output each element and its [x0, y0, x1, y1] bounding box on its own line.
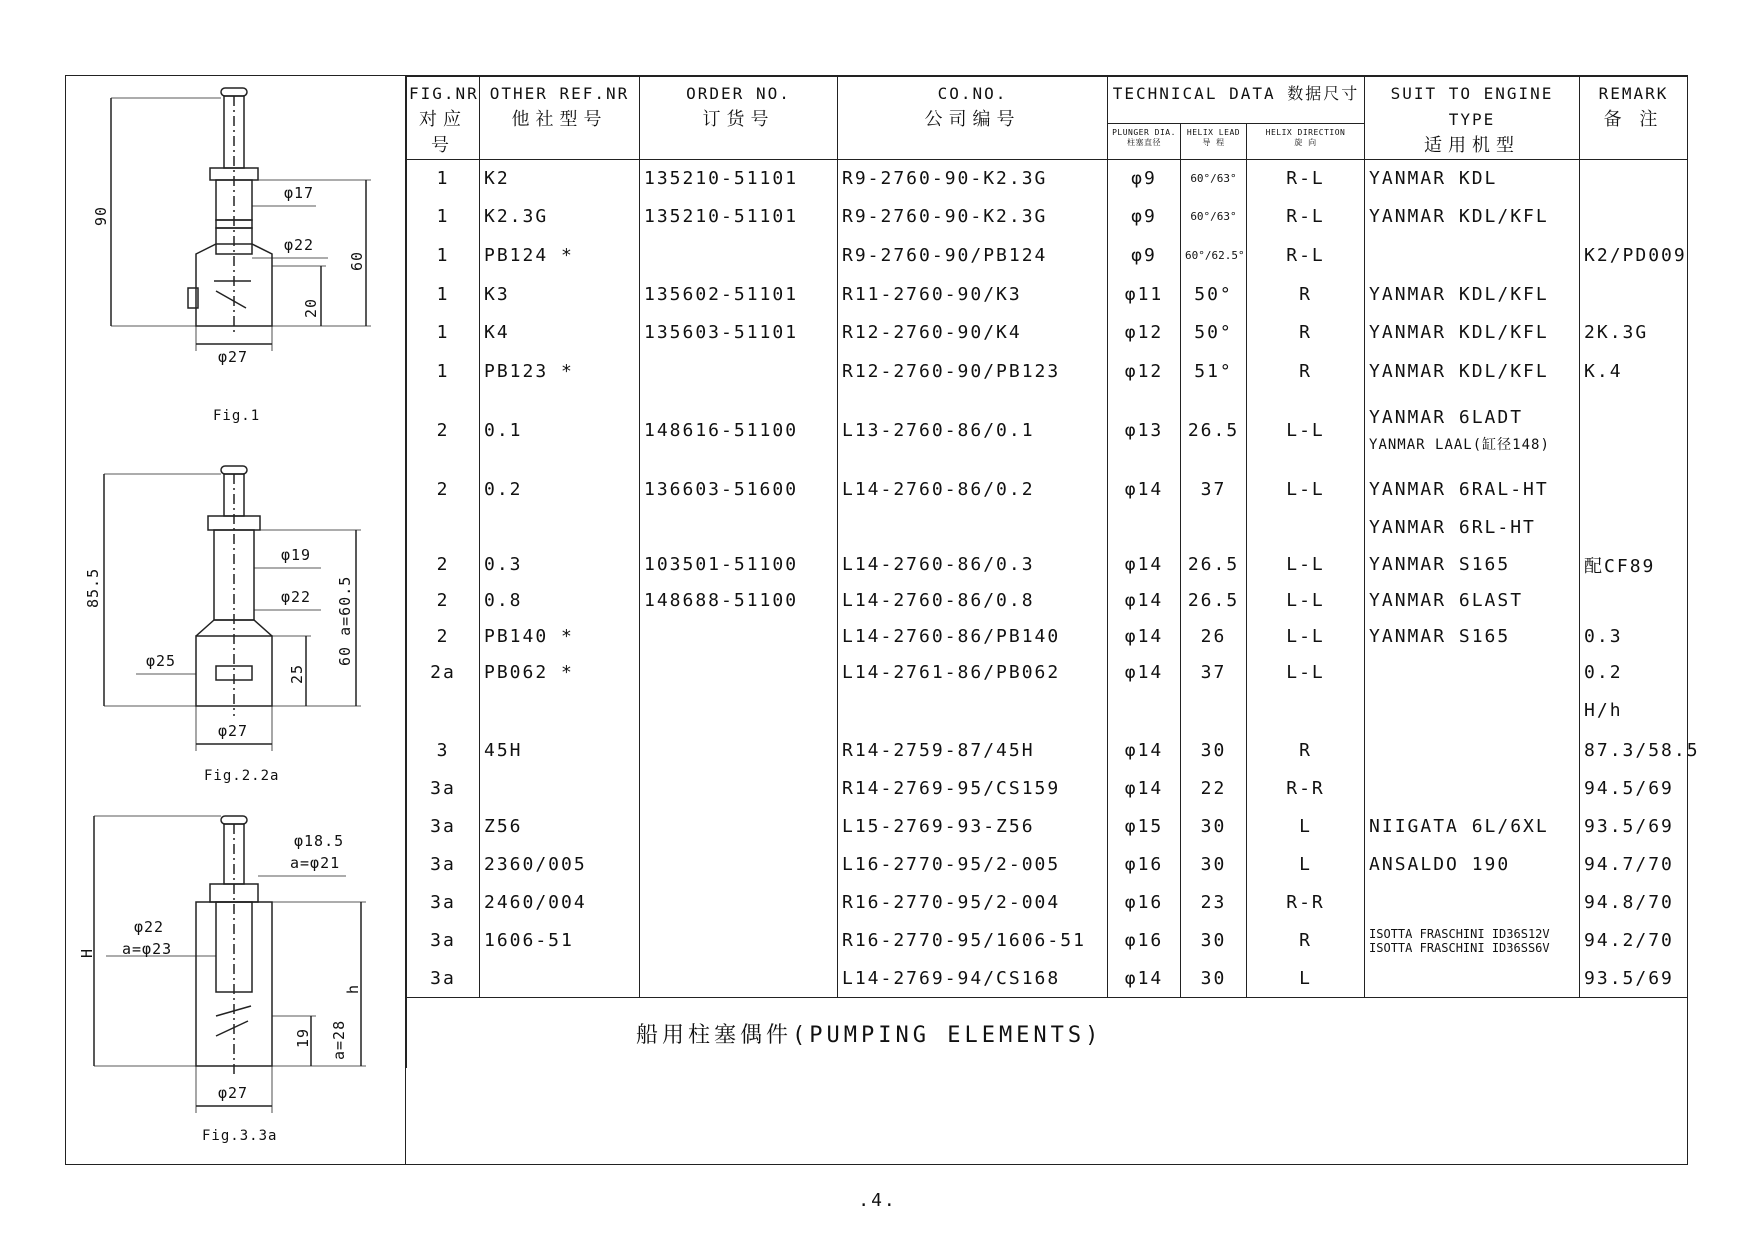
co-no-cell: R14-2759-87/45H [838, 732, 1108, 770]
table-row [407, 510, 1688, 546]
remark-cell: 94.5/69 [1580, 770, 1688, 808]
fig-nr-cell: 3a [407, 808, 480, 846]
co-no-cell [838, 690, 1108, 732]
engine-type-cell: YANMAR KDL/KFL [1365, 276, 1580, 314]
engine-type-cell [1365, 770, 1580, 808]
co-no-cell: L14-2760-86/PB140 [838, 618, 1108, 656]
fig2-dia-25: φ25 [146, 652, 177, 670]
helix-lead-cell: 30 [1181, 960, 1247, 998]
col-order-no: ORDER NO. 订货号 [640, 77, 838, 160]
fig3-length-28-a: a=28 [330, 1019, 348, 1060]
fig2-dia-27: φ27 [218, 722, 249, 740]
helix-direction-cell: R [1247, 276, 1365, 314]
remark-cell [1580, 160, 1688, 198]
other-ref-cell [480, 690, 640, 732]
remark-cell: 93.5/69 [1580, 960, 1688, 998]
co-no-cell: R11-2760-90/K3 [838, 276, 1108, 314]
plunger-drawings [66, 76, 406, 1166]
remark-cell: 94.8/70 [1580, 884, 1688, 922]
plunger-dia-cell: φ14 [1108, 470, 1181, 510]
co-no-cell: L13-2760-86/0.1 [838, 392, 1108, 470]
fig1-length-90: 90 [92, 205, 110, 226]
helix-lead-cell [1181, 510, 1247, 546]
engine-type-cell: YANMAR KDL/KFL [1365, 198, 1580, 236]
order-no-cell: 135602-51101 [640, 276, 838, 314]
helix-lead-cell: 37 [1181, 656, 1247, 690]
col-technical-data: TECHNICAL DATA 数据尺寸 [1108, 77, 1365, 124]
co-no-cell: L14-2761-86/PB062 [838, 656, 1108, 690]
helix-lead-cell: 26.5 [1181, 546, 1247, 584]
helix-direction-cell [1247, 690, 1365, 732]
helix-lead-cell: 60°/63° [1181, 198, 1247, 236]
other-ref-cell: 2460/004 [480, 884, 640, 922]
fig3-dia-23-a: a=φ23 [122, 940, 173, 958]
order-no-cell [640, 656, 838, 690]
remark-cell [1580, 198, 1688, 236]
fig1-dia-22: φ22 [284, 236, 315, 254]
remark-cell: 94.7/70 [1580, 846, 1688, 884]
order-no-cell [640, 618, 838, 656]
engine-type-cell [1365, 392, 1580, 470]
engine-type-cell [1365, 236, 1580, 276]
fig2-drawing [104, 466, 361, 751]
fig1-caption: Fig.1 [213, 408, 261, 424]
plunger-dia-cell: φ9 [1108, 236, 1181, 276]
table-row [407, 392, 1688, 470]
helix-direction-cell: L-L [1247, 618, 1365, 656]
col-helix-lead: HELIX LEAD 导 程 [1181, 123, 1247, 159]
engine-type-cell: YANMAR 6RAL-HT [1365, 470, 1580, 510]
remark-cell: 0.2 [1580, 656, 1688, 690]
plunger-dia-cell: φ13 [1108, 392, 1181, 470]
other-ref-cell: Z56 [480, 808, 640, 846]
helix-lead-cell: 23 [1181, 884, 1247, 922]
fig-nr-cell: 2 [407, 546, 480, 584]
co-no-cell: R16-2770-95/1606-51 [838, 922, 1108, 960]
other-ref-cell: K4 [480, 314, 640, 352]
engine-type-cell: YANMAR KDL/KFL [1365, 352, 1580, 392]
other-ref-cell [480, 770, 640, 808]
order-no-cell: 103501-51100 [640, 546, 838, 584]
remark-cell [1580, 276, 1688, 314]
helix-lead-cell: 50° [1181, 314, 1247, 352]
order-no-cell: 135603-51101 [640, 314, 838, 352]
plunger-dia-cell: φ14 [1108, 732, 1181, 770]
footer-title: 船用柱塞偶件(PUMPING ELEMENTS) [636, 1022, 1103, 1048]
col-fig-nr: FIG.NR 对应号 [407, 77, 480, 160]
table-row [407, 846, 1688, 884]
table-row [407, 160, 1688, 198]
fig2-length-25: 25 [288, 663, 306, 684]
other-ref-cell: PB140 * [480, 618, 640, 656]
plunger-dia-cell: φ16 [1108, 884, 1181, 922]
table-row [407, 314, 1688, 352]
remark-cell [1580, 584, 1688, 618]
col-suit-engine: SUIT TO ENGINE TYPE 适用机型 [1365, 77, 1580, 160]
order-no-cell [640, 236, 838, 276]
helix-lead-cell: 37 [1181, 470, 1247, 510]
co-no-cell: R9-2760-90-K2.3G [838, 198, 1108, 236]
table-row [407, 770, 1688, 808]
remark-cell [1580, 510, 1688, 546]
other-ref-cell: PB123 * [480, 352, 640, 392]
plunger-dia-cell [1108, 510, 1181, 546]
fig2-dia-19: φ19 [281, 546, 312, 564]
col-other-ref: OTHER REF.NR 他社型号 [480, 77, 640, 160]
helix-lead-cell [1181, 690, 1247, 732]
co-no-cell: L14-2760-86/0.3 [838, 546, 1108, 584]
engine-type-cell [1365, 922, 1580, 960]
other-ref-cell [480, 960, 640, 998]
fig2-dia-22: φ22 [281, 588, 312, 606]
co-no-cell: R9-2760-90/PB124 [838, 236, 1108, 276]
co-no-cell [838, 510, 1108, 546]
remark-cell [1580, 392, 1688, 470]
fig-nr-cell: 2 [407, 470, 480, 510]
table-title [407, 998, 1688, 1069]
engine-type-cell [1365, 732, 1580, 770]
order-no-cell [640, 884, 838, 922]
col-plunger-dia: PLUNGER DIA. 柱塞直径 [1108, 123, 1181, 159]
fig3-dia-21-a: a=φ21 [290, 854, 341, 872]
helix-direction-cell: L-L [1247, 656, 1365, 690]
remark-cell: K2/PD009 [1580, 236, 1688, 276]
order-no-cell: 148688-51100 [640, 584, 838, 618]
pumping-elements-table [406, 76, 1700, 1068]
helix-lead-cell: 26 [1181, 618, 1247, 656]
table-row [407, 546, 1688, 584]
co-no-cell: R12-2760-90/K4 [838, 314, 1108, 352]
engine-type-cell: YANMAR S165 [1365, 546, 1580, 584]
helix-direction-cell: L-L [1247, 584, 1365, 618]
plunger-dia-cell: φ14 [1108, 656, 1181, 690]
plunger-dia-cell: φ16 [1108, 922, 1181, 960]
fig-nr-cell: 2 [407, 618, 480, 656]
table-row [407, 618, 1688, 656]
fig1-dia-27: φ27 [218, 348, 249, 366]
plunger-dia-cell: φ16 [1108, 846, 1181, 884]
helix-direction-cell: L [1247, 846, 1365, 884]
table-row [407, 584, 1688, 618]
fig1-length-60: 60 [348, 250, 366, 271]
engine-type-cell: YANMAR KDL [1365, 160, 1580, 198]
table-row [407, 732, 1688, 770]
engine-type-cell [1365, 884, 1580, 922]
remark-cell: 2K.3G [1580, 314, 1688, 352]
order-no-cell: 135210-51101 [640, 198, 838, 236]
co-no-cell: R9-2760-90-K2.3G [838, 160, 1108, 198]
fig-nr-cell: 2 [407, 392, 480, 470]
fig-nr-cell [407, 510, 480, 546]
fig-nr-cell: 2 [407, 584, 480, 618]
order-no-cell: 136603-51600 [640, 470, 838, 510]
plunger-dia-cell: φ12 [1108, 314, 1181, 352]
plunger-dia-cell [1108, 690, 1181, 732]
table-row [407, 884, 1688, 922]
helix-lead-cell: 50° [1181, 276, 1247, 314]
engine-type-cell [1365, 656, 1580, 690]
order-no-cell: 148616-51100 [640, 392, 838, 470]
fig3-dia-27: φ27 [218, 1084, 249, 1102]
figure-panel [66, 76, 406, 1164]
co-no-cell: R14-2769-95/CS159 [838, 770, 1108, 808]
fig-nr-cell: 1 [407, 276, 480, 314]
order-no-cell [640, 846, 838, 884]
co-no-cell: L14-2769-94/CS168 [838, 960, 1108, 998]
helix-lead-cell: 30 [1181, 808, 1247, 846]
table-row [407, 352, 1688, 392]
other-ref-cell: PB124 * [480, 236, 640, 276]
co-no-cell: L14-2760-86/0.8 [838, 584, 1108, 618]
engine-type-cell: ANSALDO 190 [1365, 846, 1580, 884]
helix-lead-cell: 30 [1181, 732, 1247, 770]
helix-direction-cell: R-L [1247, 236, 1365, 276]
helix-direction-cell: L-L [1247, 392, 1365, 470]
remark-cell: H/h [1580, 690, 1688, 732]
plunger-dia-cell: φ14 [1108, 584, 1181, 618]
order-no-cell [640, 770, 838, 808]
fig-nr-cell: 3a [407, 922, 480, 960]
plunger-dia-cell: φ12 [1108, 352, 1181, 392]
order-no-cell [640, 960, 838, 998]
plunger-dia-cell: φ11 [1108, 276, 1181, 314]
col-remark: REMARK 备 注 [1580, 77, 1688, 160]
table-row [407, 922, 1688, 960]
remark-cell: 配CF89 [1580, 546, 1688, 584]
page-number: .4. [858, 1190, 897, 1211]
helix-direction-cell: R-R [1247, 770, 1365, 808]
table-row [407, 690, 1688, 732]
co-no-cell: R16-2770-95/2-004 [838, 884, 1108, 922]
fig1-dia-17: φ17 [284, 184, 315, 202]
helix-direction-cell: L-L [1247, 546, 1365, 584]
helix-direction-cell: R-L [1247, 160, 1365, 198]
fig1-drawing [111, 88, 371, 351]
other-ref-cell: K2 [480, 160, 640, 198]
remark-cell: K.4 [1580, 352, 1688, 392]
engine-type-line-2: YANMAR LAAL(缸径148) [1369, 437, 1550, 453]
fig3-length-19: 19 [294, 1027, 312, 1048]
fig3-length-H: H [78, 947, 96, 958]
other-ref-cell: PB062 * [480, 656, 640, 690]
table-row [407, 276, 1688, 314]
plunger-dia-cell: φ9 [1108, 160, 1181, 198]
engine-type-line: ISOTTA FRASCHINI ID36S12V [1369, 926, 1550, 941]
other-ref-cell [480, 510, 640, 546]
helix-lead-cell: 22 [1181, 770, 1247, 808]
other-ref-cell: K2.3G [480, 198, 640, 236]
co-no-cell: R12-2760-90/PB123 [838, 352, 1108, 392]
other-ref-cell: 0.1 [480, 392, 640, 470]
fig3-dia-18-5: φ18.5 [294, 832, 345, 850]
helix-lead-cell: 26.5 [1181, 392, 1247, 470]
helix-direction-cell: R [1247, 314, 1365, 352]
fig3-dia-22: φ22 [134, 918, 165, 936]
remark-cell: 0.3 [1580, 618, 1688, 656]
helix-direction-cell: R [1247, 732, 1365, 770]
fig1-length-20: 20 [302, 297, 320, 318]
helix-lead-cell: 60°/62.5° [1181, 236, 1247, 276]
other-ref-cell: 0.8 [480, 584, 640, 618]
helix-direction-cell: R-L [1247, 198, 1365, 236]
remark-cell: 94.2/70 [1580, 922, 1688, 960]
co-no-cell: L15-2769-93-Z56 [838, 808, 1108, 846]
co-no-cell: L14-2760-86/0.2 [838, 470, 1108, 510]
fig-nr-cell [407, 690, 480, 732]
table-row [407, 236, 1688, 276]
helix-lead-cell: 60°/63° [1181, 160, 1247, 198]
engine-type-cell: YANMAR 6LAST [1365, 584, 1580, 618]
order-no-cell [640, 352, 838, 392]
fig-nr-cell: 1 [407, 198, 480, 236]
helix-direction-cell: R [1247, 352, 1365, 392]
table-row [407, 960, 1688, 998]
fig2-caption: Fig.2.2a [204, 768, 280, 784]
table-row [407, 656, 1688, 690]
helix-lead-cell: 51° [1181, 352, 1247, 392]
helix-lead-cell: 30 [1181, 846, 1247, 884]
fig-nr-cell: 3a [407, 884, 480, 922]
plunger-dia-cell: φ15 [1108, 808, 1181, 846]
other-ref-cell: K3 [480, 276, 640, 314]
plunger-dia-cell: φ14 [1108, 618, 1181, 656]
remark-cell: 87.3/58.5 [1580, 732, 1688, 770]
plunger-dia-cell: φ9 [1108, 198, 1181, 236]
other-ref-cell: 0.2 [480, 470, 640, 510]
engine-type-cell: YANMAR S165 [1365, 618, 1580, 656]
helix-direction-cell: L [1247, 808, 1365, 846]
fig-nr-cell: 3a [407, 846, 480, 884]
engine-type-cell [1365, 960, 1580, 998]
engine-type-cell: NIIGATA 6L/6XL [1365, 808, 1580, 846]
fig-nr-cell: 3 [407, 732, 480, 770]
helix-lead-cell: 26.5 [1181, 584, 1247, 618]
co-no-cell: L16-2770-95/2-005 [838, 846, 1108, 884]
plunger-dia-cell: φ14 [1108, 546, 1181, 584]
fig-nr-cell: 2a [407, 656, 480, 690]
remark-cell: 93.5/69 [1580, 808, 1688, 846]
col-co-no: CO.NO. 公司编号 [838, 77, 1108, 160]
other-ref-cell: 0.3 [480, 546, 640, 584]
fig-nr-cell: 1 [407, 160, 480, 198]
engine-type-cell [1365, 690, 1580, 732]
engine-type-line: YANMAR 6LADT [1369, 407, 1524, 428]
order-no-cell [640, 732, 838, 770]
engine-type-line-2: ISOTTA FRASCHINI ID36SS6V [1369, 940, 1550, 955]
other-ref-cell: 1606-51 [480, 922, 640, 960]
fig2-length-60: 60 a=60.5 [336, 575, 354, 666]
other-ref-cell: 45H [480, 732, 640, 770]
plunger-dia-cell: φ14 [1108, 960, 1181, 998]
remark-cell [1580, 470, 1688, 510]
plunger-dia-cell: φ14 [1108, 770, 1181, 808]
fig2-length-85-5: 85.5 [84, 567, 102, 608]
order-no-cell [640, 690, 838, 732]
order-no-cell [640, 922, 838, 960]
helix-direction-cell: R [1247, 922, 1365, 960]
table-row [407, 808, 1688, 846]
other-ref-cell: 2360/005 [480, 846, 640, 884]
fig-nr-cell: 3a [407, 960, 480, 998]
fig-nr-cell: 1 [407, 314, 480, 352]
table-body [407, 160, 1700, 998]
order-no-cell [640, 510, 838, 546]
fig3-length-h: h [344, 983, 362, 994]
fig-nr-cell: 1 [407, 352, 480, 392]
helix-direction-cell: L [1247, 960, 1365, 998]
page-frame [65, 75, 1700, 1165]
fig-nr-cell: 3a [407, 770, 480, 808]
engine-type-cell: YANMAR 6RL-HT [1365, 510, 1580, 546]
helix-direction-cell: R-R [1247, 884, 1365, 922]
order-no-cell: 135210-51101 [640, 160, 838, 198]
helix-direction-cell [1247, 510, 1365, 546]
order-no-cell [640, 808, 838, 846]
engine-type-cell: YANMAR KDL/KFL [1365, 314, 1580, 352]
fig3-caption: Fig.3.3a [202, 1128, 278, 1144]
table-row [407, 470, 1688, 510]
col-helix-direction: HELIX DIRECTION 旋 向 [1247, 123, 1365, 159]
helix-direction-cell: L-L [1247, 470, 1365, 510]
helix-lead-cell: 30 [1181, 922, 1247, 960]
table-row [407, 198, 1688, 236]
fig-nr-cell: 1 [407, 236, 480, 276]
